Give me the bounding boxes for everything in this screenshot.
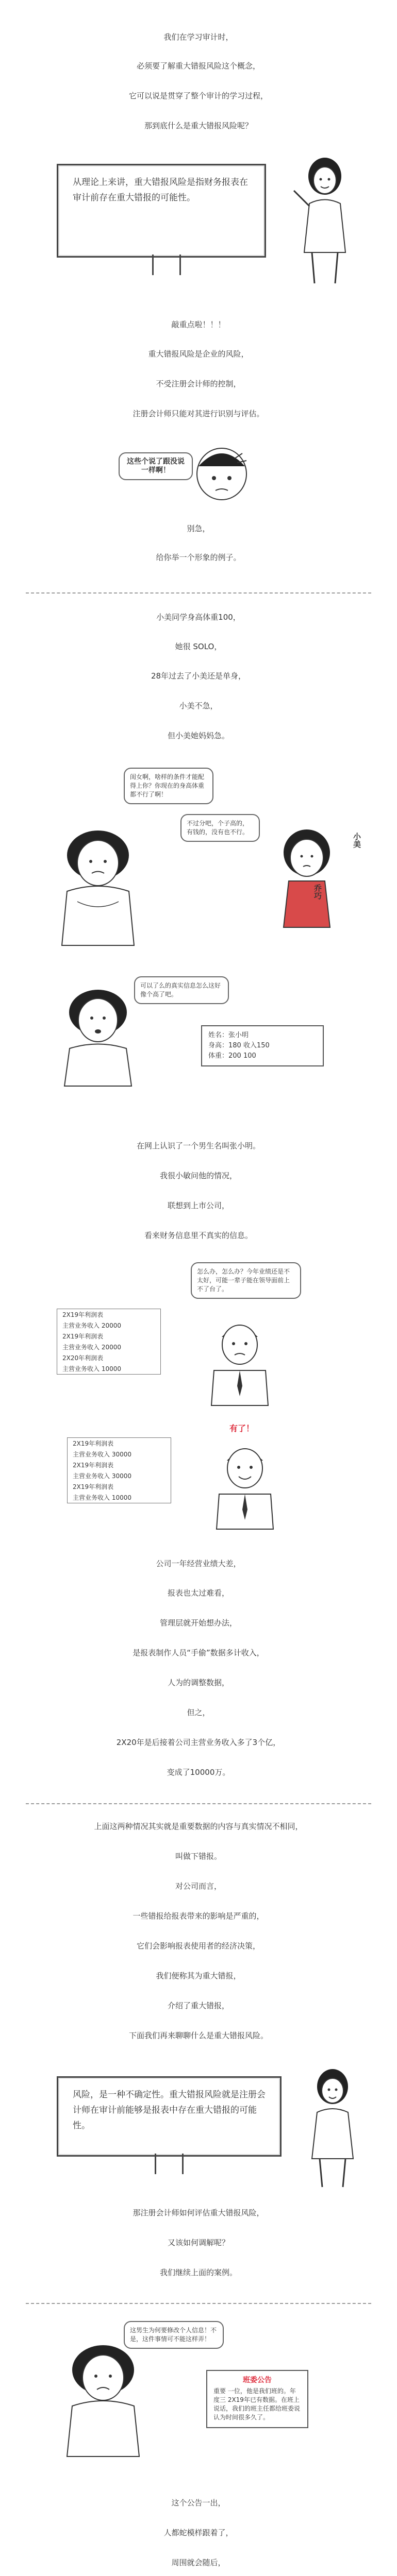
board-stand: [152, 255, 181, 275]
text-line: 2X20年是后接着公司主营业务收入多了3个亿，: [116, 1738, 281, 1747]
text-line: 叫做下错报。: [175, 1852, 222, 1861]
mom-illustration: [46, 824, 150, 948]
label-xiaomei: 小美: [352, 833, 361, 848]
confused-bubble: 这些个说了跟没说一样啊！: [119, 452, 193, 480]
text-line: 注册会计师只能对其进行识别与评估。: [133, 409, 264, 418]
income-statement-stack: [57, 1309, 161, 1375]
text-line: 小美不急，: [179, 701, 218, 710]
text-line: 但之，: [187, 1708, 210, 1717]
text-line: 联想到上市公司，: [167, 1201, 229, 1210]
statement-row: 2X20年利润表: [62, 1354, 104, 1362]
profile-card-line: 姓名：张小明: [208, 1031, 249, 1039]
mom-speech-bubble: 闺女啊，啥样的条件才能配得上你？你现在的身高体重都不行了啊！: [124, 768, 213, 804]
intro-line: 那到底什么是重大错报风险呢？: [144, 121, 253, 130]
divider: [26, 2303, 371, 2304]
text-line: 又该如何调解呢？: [167, 2238, 229, 2247]
statement-row: 2X19年利润表: [62, 1311, 104, 1318]
manager-illustration: [201, 1319, 278, 1406]
statement-row: 主营业务收入 10000: [73, 1494, 131, 1501]
text-line: 公司一年经营业绩大差，: [156, 1559, 241, 1568]
text-line: 这个公告一出，: [171, 2498, 226, 2507]
mom-illustration-2: [52, 984, 144, 1087]
risk-definition-text: 风险，是一种不确定性。重大错报风险就是注册会计师在审计前能够是报表中存在重大错报的可能性。: [73, 2090, 266, 2131]
statement-row: 2X19年利润表: [73, 1440, 114, 1447]
text-line: 我很小敏问他的情况，: [159, 1171, 237, 1180]
mom-speech-bubble-3: 这男生为何要修改个人信息！不是，这件事情可不能这样弄！: [124, 2321, 224, 2349]
label-qiaoqiao: 乔巧: [313, 884, 322, 900]
text-line: 报表也太过难看，: [167, 1588, 229, 1598]
text-line: 介绍了重大错报，: [167, 2001, 229, 2010]
text-line: 上面这两种情况其实就是重要数据的内容与真实情况不相同，: [94, 1822, 303, 1831]
text-line: 变成了10000万。: [167, 1768, 230, 1777]
mom-speech-bubble-2: 可以了么的真实信息怎么这好像个高了吧。: [134, 976, 229, 1004]
teacher-illustration-2: [299, 2066, 366, 2190]
text-line: 那注册会计师如何评估重大错报风险，: [133, 2208, 264, 2217]
statement-row: 主营业务收入 20000: [62, 1322, 121, 1329]
intro-line: 它可以说是贯穿了整个审计的学习过程，: [128, 91, 268, 100]
mom-illustration-3: [52, 2339, 155, 2458]
statement-row: 主营业务收入 10000: [62, 1365, 121, 1372]
text-line: 但小美她妈妈急。: [167, 731, 229, 740]
income-statement-stack-2: [67, 1437, 171, 1503]
text-line: 看来财务信息里不真实的信息。: [144, 1231, 253, 1240]
statement-row: 主营业务收入 20000: [62, 1344, 121, 1351]
daughter-speech-bubble: 不过分吧，个子高的，有钱的，没有也不行。: [180, 814, 260, 842]
intro-line: 必须要了解重大错报风险这个概念，: [136, 61, 260, 71]
text-line: 人都蛇模样跟着了，: [163, 2528, 234, 2537]
statement-row: 2X19年利润表: [73, 1483, 114, 1490]
definition-text: 从理论上来讲，重大错报风险是指财务报表在审计前存在重大错报的可能性。: [73, 177, 248, 203]
text-line: 给你举一个形象的例子。: [156, 553, 241, 562]
statement-row: 2X19年利润表: [73, 1462, 114, 1469]
statement-row: 2X19年利润表: [62, 1333, 104, 1340]
manager-speech-bubble: 怎么办，怎么办？今年业绩还是不太好，可能一辈子能在领导面前上不了台了。: [191, 1262, 301, 1299]
profile-card-line: 体重：200 100: [208, 1052, 256, 1060]
divider: [26, 592, 371, 594]
text-line: 在网上认识了一个男生名叫张小明。: [136, 1141, 260, 1150]
text-line: 人为的调整数据，: [167, 1678, 229, 1687]
text-line: 对公司而言，: [175, 1882, 222, 1891]
notice-text: 重要 一位，他是我们班的。年度三 2X19年已有数据。在班上说话，我们的班主任都给班委说认为时间很多久了。: [213, 2387, 301, 2421]
idea-exclamation: 有了！: [229, 1423, 255, 1433]
text-line: 周围就会随后，: [171, 2558, 226, 2567]
profile-card: [201, 1025, 324, 1066]
text-line: 是报表制作人员“手偷”数据多计收入，: [133, 1648, 264, 1657]
divider: [26, 1803, 371, 1804]
daughter-illustration: [268, 824, 345, 938]
text-line: 敲重点啦！！！: [171, 320, 226, 329]
board-stand: [155, 2154, 184, 2174]
confused-student-illustration: [186, 443, 258, 510]
text-line: 小美同学身高体重100，: [156, 613, 241, 622]
text-line: 她很 SOLO，: [175, 642, 222, 651]
text-line: 它们会影响报表使用者的经济决策，: [136, 1941, 260, 1951]
notice-title: 班委公告: [243, 2376, 272, 2384]
blackboard: [57, 164, 266, 258]
text-line: 不受注册会计师的控制，: [156, 379, 241, 388]
text-line: 重大错报风险是企业的风险，: [148, 349, 249, 359]
intro-line: 我们在学习审计时，: [163, 32, 234, 42]
text-line: 我们便称其为重大错报，: [156, 1971, 241, 1980]
notice-board: [206, 2370, 308, 2428]
teacher-illustration: [289, 155, 361, 289]
profile-card-line: 身高：180 收入150: [208, 1042, 270, 1049]
text-line: 一些错报给报表带来的影响是严重的，: [133, 1911, 264, 1921]
text-line: 下面我们再来聊聊什么是重大错报风险。: [128, 2031, 268, 2040]
text-line: 28年过去了小美还是单身，: [151, 671, 246, 681]
statement-row: 主营业务收入 30000: [73, 1451, 131, 1458]
blackboard-2: [57, 2076, 282, 2157]
manager-illustration-2: [206, 1443, 284, 1530]
text-line: 别急，: [187, 524, 210, 533]
statement-row: 主营业务收入 30000: [73, 1472, 131, 1480]
text-line: 管理层就开始想办法，: [159, 1618, 237, 1628]
text-line: 我们继续上面的案例。: [159, 2268, 237, 2277]
